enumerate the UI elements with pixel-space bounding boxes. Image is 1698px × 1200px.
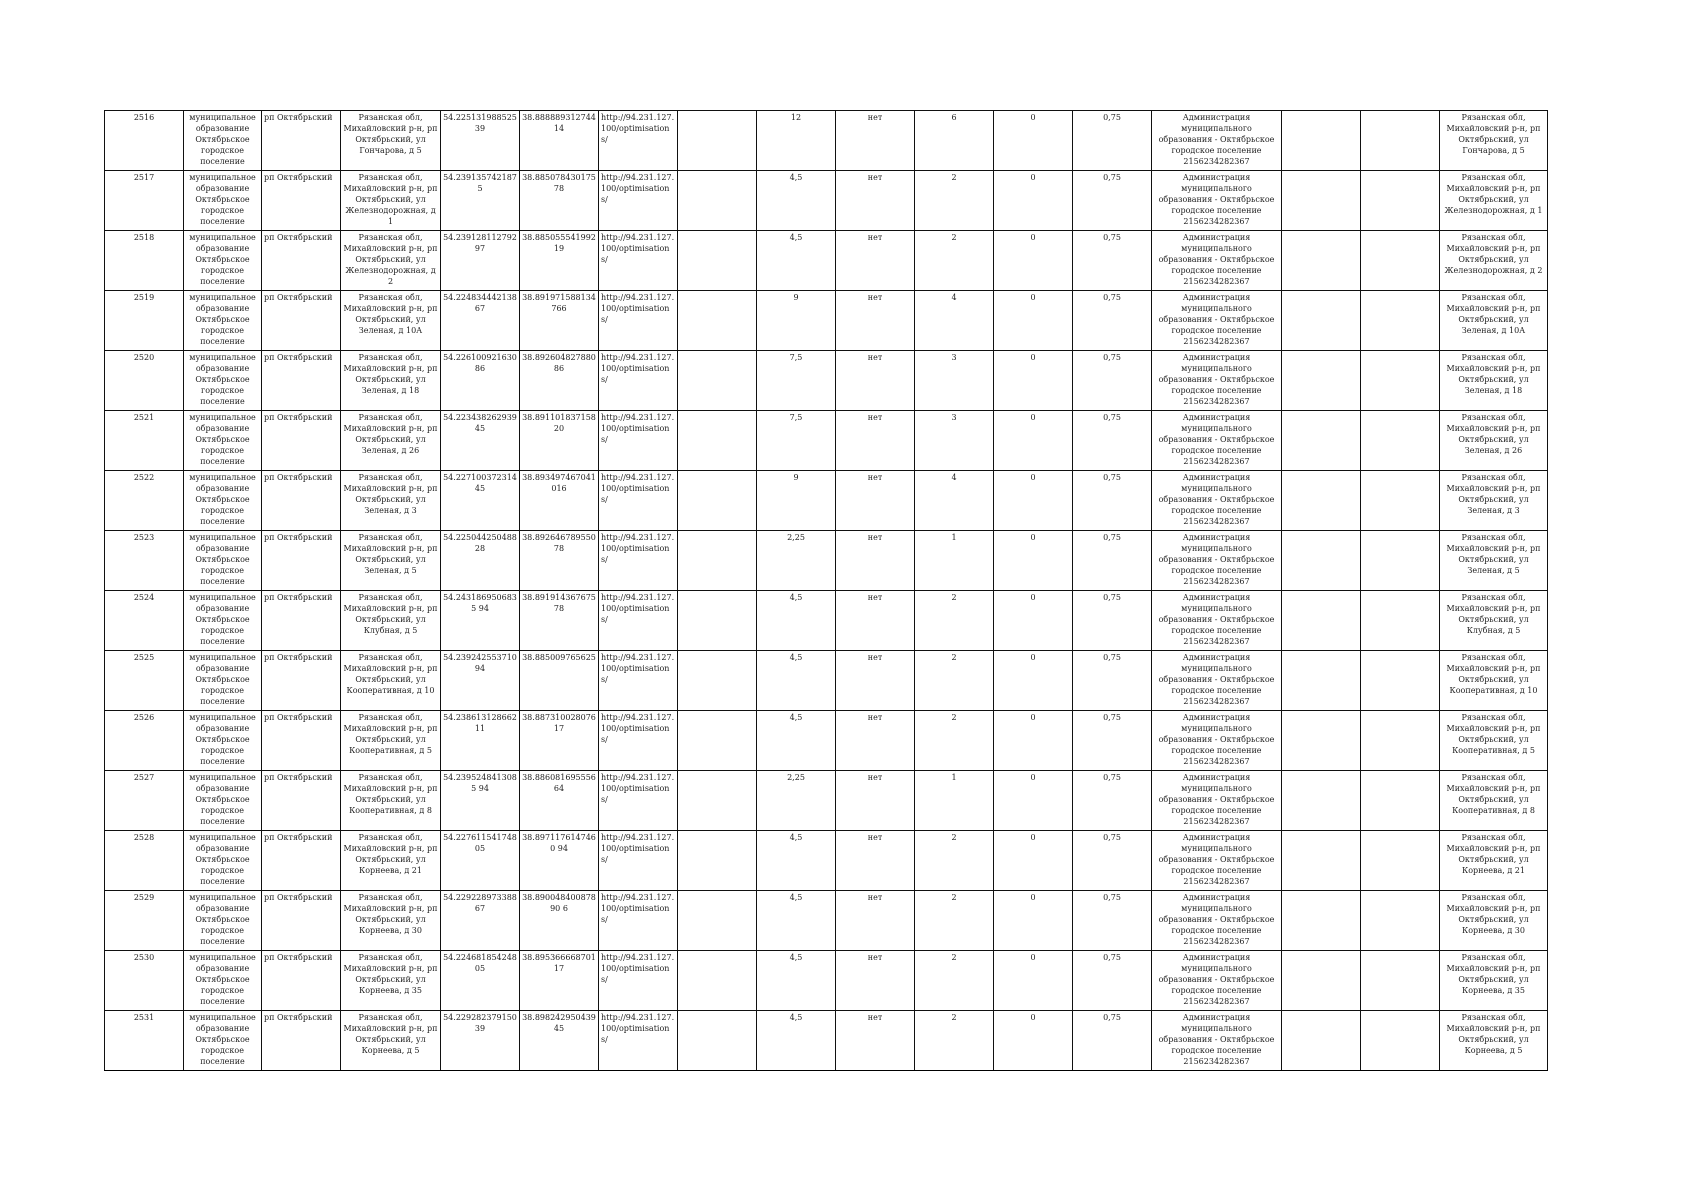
cell-longitude: 38.89004840087890 6 [520,891,599,951]
cell-longitude: 38.893497467041016 [520,471,599,531]
cell-cover: нет [836,1011,915,1071]
cell-empty [1361,1011,1440,1071]
cell-source: Рязанская обл, Михайловский р-н, рп Октябрьский, ул Кооперативная, д 5 [1440,711,1548,771]
cell-latitude: 54.22610092163086 [441,351,520,411]
cell-container-volume: 0,75 [1073,591,1152,651]
cell-volume: 12 [757,111,836,171]
cell-volume: 9 [757,291,836,351]
cell-latitude: 54.22710037231445 [441,471,520,531]
cell-empty [1361,291,1440,351]
cell-empty [1282,831,1361,891]
cell-volume: 4,5 [757,1011,836,1071]
cell-empty [678,651,757,711]
cell-address: Рязанская обл, Михайловский р-н, рп Октябрьский, ул Кооперативная, д 10 [341,651,441,711]
cell-address: Рязанская обл, Михайловский р-н, рп Октябрьский, ул Корнеева, д 21 [341,831,441,891]
table-row [105,831,1548,891]
cell-cover: нет [836,531,915,591]
cell-empty [678,171,757,231]
cell-longitude: 38.88507843017578 [520,171,599,231]
cell-owner: Администрация муниципального образования - Октябрьское городское поселение 2156234282367 [1152,291,1282,351]
table-row [105,1011,1548,1071]
cell-id: 2521 [105,411,184,471]
cell-empty [1361,231,1440,291]
cell-empty [678,291,757,351]
cell-id: 2516 [105,111,184,171]
cell-container-volume: 0,75 [1073,171,1152,231]
cell-longitude: 38.89110183715820 [520,411,599,471]
cell-container-count: 2 [915,1011,994,1071]
table-row [105,771,1548,831]
cell-municipality: муниципальное образование Октябрьское городское поселение [184,591,262,651]
cell-planned-count: 0 [994,711,1073,771]
cell-empty [1282,531,1361,591]
cell-settlement: рп Октябрьский [262,831,341,891]
cell-link: http://94.231.127.100/optimisations/ [599,951,678,1011]
cell-link: http://94.231.127.100/optimisations/ [599,111,678,171]
cell-empty [1361,351,1440,411]
cell-container-count: 4 [915,471,994,531]
cell-address: Рязанская обл, Михайловский р-н, рп Октябрьский, ул Гончарова, д 5 [341,111,441,171]
cell-empty [1361,891,1440,951]
cell-settlement: рп Октябрьский [262,171,341,231]
cell-cover: нет [836,231,915,291]
cell-volume: 4,5 [757,231,836,291]
cell-longitude: 38.89264678955078 [520,531,599,591]
table-row [105,471,1548,531]
cell-municipality: муниципальное образование Октябрьское городское поселение [184,1011,262,1071]
cell-link: http://94.231.127.100/optimisations/ [599,711,678,771]
cell-longitude: 38.88888931274414 [520,111,599,171]
cell-latitude: 54.22513198852539 [441,111,520,171]
cell-address: Рязанская обл, Михайловский р-н, рп Октябрьский, ул Зеленая, д 5 [341,531,441,591]
cell-empty [1282,351,1361,411]
cell-cover: нет [836,471,915,531]
cell-planned-count: 0 [994,411,1073,471]
cell-longitude: 38.891971588134766 [520,291,599,351]
cell-empty [1361,531,1440,591]
cell-source: Рязанская обл, Михайловский р-н, рп Октябрьский, ул Клубная, д 5 [1440,591,1548,651]
registry-body [105,111,1548,1071]
cell-owner: Администрация муниципального образования - Октябрьское городское поселение 2156234282367 [1152,711,1282,771]
cell-longitude: 38.89536666870117 [520,951,599,1011]
cell-settlement: рп Октябрьский [262,411,341,471]
cell-container-volume: 0,75 [1073,531,1152,591]
cell-address: Рязанская обл, Михайловский р-н, рп Октябрьский, ул Корнеева, д 5 [341,1011,441,1071]
cell-link: http://94.231.127.100/optimisations/ [599,891,678,951]
cell-empty [1282,891,1361,951]
cell-address: Рязанская обл, Михайловский р-н, рп Октябрьский, ул Кооперативная, д 8 [341,771,441,831]
cell-volume: 7,5 [757,351,836,411]
cell-empty [1361,411,1440,471]
cell-cover: нет [836,831,915,891]
cell-container-count: 2 [915,831,994,891]
table-row [105,891,1548,951]
cell-empty [1282,591,1361,651]
cell-container-volume: 0,75 [1073,471,1152,531]
cell-cover: нет [836,651,915,711]
cell-planned-count: 0 [994,471,1073,531]
cell-owner: Администрация муниципального образования - Октябрьское городское поселение 2156234282367 [1152,1011,1282,1071]
cell-planned-count: 0 [994,231,1073,291]
cell-source: Рязанская обл, Михайловский р-н, рп Октябрьский, ул Корнеева, д 30 [1440,891,1548,951]
cell-latitude: 54.22922897338867 [441,891,520,951]
cell-id: 2527 [105,771,184,831]
cell-empty [1361,171,1440,231]
cell-container-volume: 0,75 [1073,711,1152,771]
cell-empty [678,351,757,411]
cell-container-count: 2 [915,951,994,1011]
cell-id: 2529 [105,891,184,951]
cell-container-count: 3 [915,351,994,411]
cell-settlement: рп Октябрьский [262,351,341,411]
cell-volume: 4,5 [757,891,836,951]
cell-container-volume: 0,75 [1073,771,1152,831]
cell-container-count: 6 [915,111,994,171]
cell-id: 2519 [105,291,184,351]
cell-container-count: 2 [915,651,994,711]
cell-source: Рязанская обл, Михайловский р-н, рп Октябрьский, ул Зеленая, д 10А [1440,291,1548,351]
cell-municipality: муниципальное образование Октябрьское городское поселение [184,891,262,951]
cell-owner: Администрация муниципального образования - Октябрьское городское поселение 2156234282367 [1152,111,1282,171]
cell-owner: Администрация муниципального образования - Октябрьское городское поселение 2156234282367 [1152,231,1282,291]
cell-id: 2531 [105,1011,184,1071]
cell-municipality: муниципальное образование Октябрьское городское поселение [184,771,262,831]
cell-cover: нет [836,951,915,1011]
cell-source: Рязанская обл, Михайловский р-н, рп Октябрьский, ул Зеленая, д 5 [1440,531,1548,591]
cell-planned-count: 0 [994,771,1073,831]
cell-owner: Администрация муниципального образования - Октябрьское городское поселение 2156234282367 [1152,471,1282,531]
cell-id: 2520 [105,351,184,411]
cell-link: http://94.231.127.100/optimisations/ [599,531,678,591]
cell-container-count: 2 [915,171,994,231]
cell-longitude: 38.88608169555664 [520,771,599,831]
cell-settlement: рп Октябрьский [262,291,341,351]
cell-settlement: рп Октябрьский [262,591,341,651]
cell-container-volume: 0,75 [1073,351,1152,411]
cell-empty [1282,771,1361,831]
cell-planned-count: 0 [994,1011,1073,1071]
cell-id: 2518 [105,231,184,291]
cell-longitude: 38.89191436767578 [520,591,599,651]
cell-settlement: рп Октябрьский [262,471,341,531]
cell-empty [1282,1011,1361,1071]
cell-owner: Администрация муниципального образования - Октябрьское городское поселение 2156234282367 [1152,171,1282,231]
cell-volume: 7,5 [757,411,836,471]
cell-municipality: муниципальное образование Октябрьское городское поселение [184,171,262,231]
cell-empty [1282,651,1361,711]
cell-planned-count: 0 [994,531,1073,591]
cell-longitude: 38.885009765625 [520,651,599,711]
cell-cover: нет [836,351,915,411]
cell-empty [1282,471,1361,531]
cell-empty [678,1011,757,1071]
cell-empty [678,111,757,171]
cell-owner: Администрация муниципального образования - Октябрьское городское поселение 2156234282367 [1152,531,1282,591]
cell-longitude: 38.89260482788086 [520,351,599,411]
table-row [105,171,1548,231]
cell-empty [678,531,757,591]
cell-owner: Администрация муниципального образования - Октябрьское городское поселение 2156234282367 [1152,951,1282,1011]
cell-empty [678,591,757,651]
cell-address: Рязанская обл, Михайловский р-н, рп Октябрьский, ул Кооперативная, д 5 [341,711,441,771]
cell-planned-count: 0 [994,111,1073,171]
cell-address: Рязанская обл, Михайловский р-н, рп Октябрьский, ул Корнеева, д 30 [341,891,441,951]
table-row [105,591,1548,651]
cell-empty [678,951,757,1011]
cell-latitude: 54.22343826293945 [441,411,520,471]
cell-address: Рязанская обл, Михайловский р-н, рп Октябрьский, ул Железнодорожная, д 1 [341,171,441,231]
cell-empty [678,471,757,531]
cell-empty [1361,951,1440,1011]
cell-container-volume: 0,75 [1073,231,1152,291]
table-row [105,711,1548,771]
cell-empty [1282,411,1361,471]
cell-volume: 4,5 [757,831,836,891]
cell-id: 2522 [105,471,184,531]
table-row [105,531,1548,591]
cell-owner: Администрация муниципального образования - Октябрьское городское поселение 2156234282367 [1152,411,1282,471]
cell-cover: нет [836,771,915,831]
cell-container-volume: 0,75 [1073,1011,1152,1071]
cell-longitude: 38.8971176147460 94 [520,831,599,891]
cell-container-volume: 0,75 [1073,291,1152,351]
cell-planned-count: 0 [994,951,1073,1011]
cell-cover: нет [836,591,915,651]
cell-source: Рязанская обл, Михайловский р-н, рп Октябрьский, ул Железнодорожная, д 1 [1440,171,1548,231]
cell-source: Рязанская обл, Михайловский р-н, рп Октябрьский, ул Зеленая, д 3 [1440,471,1548,531]
cell-planned-count: 0 [994,291,1073,351]
cell-municipality: муниципальное образование Октябрьское городское поселение [184,111,262,171]
cell-empty [678,771,757,831]
cell-latitude: 54.23912811279297 [441,231,520,291]
table-row [105,651,1548,711]
cell-container-count: 2 [915,891,994,951]
cell-empty [1361,771,1440,831]
cell-volume: 2,25 [757,531,836,591]
cell-latitude: 54.22928237915039 [441,1011,520,1071]
cell-owner: Администрация муниципального образования - Октябрьское городское поселение 2156234282367 [1152,831,1282,891]
cell-address: Рязанская обл, Михайловский р-н, рп Октябрьский, ул Зеленая, д 26 [341,411,441,471]
cell-latitude: 54.2431869506835 94 [441,591,520,651]
cell-cover: нет [836,171,915,231]
cell-address: Рязанская обл, Михайловский р-н, рп Октябрьский, ул Зеленая, д 10А [341,291,441,351]
cell-planned-count: 0 [994,831,1073,891]
cell-planned-count: 0 [994,891,1073,951]
cell-volume: 4,5 [757,171,836,231]
cell-municipality: муниципальное образование Октябрьское городское поселение [184,951,262,1011]
cell-owner: Администрация муниципального образования - Октябрьское городское поселение 2156234282367 [1152,651,1282,711]
cell-volume: 9 [757,471,836,531]
cell-link: http://94.231.127.100/optimisations/ [599,651,678,711]
cell-municipality: муниципальное образование Октябрьское городское поселение [184,471,262,531]
cell-volume: 4,5 [757,591,836,651]
cell-municipality: муниципальное образование Октябрьское городское поселение [184,831,262,891]
cell-volume: 4,5 [757,711,836,771]
cell-latitude: 54.22468185424805 [441,951,520,1011]
cell-empty [1282,951,1361,1011]
cell-settlement: рп Октябрьский [262,891,341,951]
cell-source: Рязанская обл, Михайловский р-н, рп Октябрьский, ул Кооперативная, д 10 [1440,651,1548,711]
cell-volume: 4,5 [757,651,836,711]
cell-volume: 2,25 [757,771,836,831]
cell-longitude: 38.89824295043945 [520,1011,599,1071]
cell-settlement: рп Октябрьский [262,1011,341,1071]
cell-link: http://94.231.127.100/optimisations/ [599,351,678,411]
cell-owner: Администрация муниципального образования - Октябрьское городское поселение 2156234282367 [1152,591,1282,651]
cell-empty [1282,291,1361,351]
cell-municipality: муниципальное образование Октябрьское городское поселение [184,231,262,291]
cell-owner: Администрация муниципального образования - Октябрьское городское поселение 2156234282367 [1152,351,1282,411]
cell-empty [1361,711,1440,771]
cell-id: 2524 [105,591,184,651]
cell-latitude: 54.22761154174805 [441,831,520,891]
cell-empty [678,231,757,291]
cell-address: Рязанская обл, Михайловский р-н, рп Октябрьский, ул Корнеева, д 35 [341,951,441,1011]
cell-settlement: рп Октябрьский [262,771,341,831]
cell-cover: нет [836,111,915,171]
cell-settlement: рп Октябрьский [262,951,341,1011]
cell-settlement: рп Октябрьский [262,531,341,591]
table-row [105,351,1548,411]
table-row [105,231,1548,291]
cell-container-count: 1 [915,531,994,591]
cell-container-volume: 0,75 [1073,831,1152,891]
cell-link: http://94.231.127.100/optimisations/ [599,411,678,471]
cell-municipality: муниципальное образование Октябрьское городское поселение [184,291,262,351]
cell-source: Рязанская обл, Михайловский р-н, рп Октябрьский, ул Гончарова, д 5 [1440,111,1548,171]
cell-planned-count: 0 [994,351,1073,411]
cell-planned-count: 0 [994,651,1073,711]
cell-municipality: муниципальное образование Октябрьское городское поселение [184,651,262,711]
cell-empty [1282,231,1361,291]
cell-empty [678,411,757,471]
cell-container-count: 1 [915,771,994,831]
table-row [105,111,1548,171]
cell-container-count: 2 [915,231,994,291]
cell-volume: 4,5 [757,951,836,1011]
cell-empty [678,891,757,951]
cell-container-volume: 0,75 [1073,891,1152,951]
cell-empty [1361,651,1440,711]
registry-table [104,110,1548,1071]
cell-source: Рязанская обл, Михайловский р-н, рп Октябрьский, ул Корнеева, д 35 [1440,951,1548,1011]
cell-address: Рязанская обл, Михайловский р-н, рп Октябрьский, ул Клубная, д 5 [341,591,441,651]
cell-cover: нет [836,291,915,351]
cell-longitude: 38.88731002807617 [520,711,599,771]
cell-link: http://94.231.127.100/optimisations/ [599,771,678,831]
cell-settlement: рп Октябрьский [262,651,341,711]
cell-link: http://94.231.127.100/optimisations/ [599,171,678,231]
cell-empty [678,831,757,891]
cell-latitude: 54.22483444213867 [441,291,520,351]
cell-link: http://94.231.127.100/optimisations/ [599,591,678,651]
cell-link: http://94.231.127.100/optimisations/ [599,1011,678,1071]
cell-link: http://94.231.127.100/optimisations/ [599,471,678,531]
cell-container-count: 2 [915,711,994,771]
cell-empty [1282,711,1361,771]
cell-link: http://94.231.127.100/optimisations/ [599,291,678,351]
cell-address: Рязанская обл, Михайловский р-н, рп Октябрьский, ул Зеленая, д 3 [341,471,441,531]
cell-source: Рязанская обл, Михайловский р-н, рп Октябрьский, ул Кооперативная, д 8 [1440,771,1548,831]
cell-container-count: 3 [915,411,994,471]
table-row [105,951,1548,1011]
cell-source: Рязанская обл, Михайловский р-н, рп Октябрьский, ул Корнеева, д 21 [1440,831,1548,891]
cell-cover: нет [836,891,915,951]
cell-source: Рязанская обл, Михайловский р-н, рп Октябрьский, ул Зеленая, д 18 [1440,351,1548,411]
cell-container-volume: 0,75 [1073,951,1152,1011]
cell-municipality: муниципальное образование Октябрьское городское поселение [184,411,262,471]
cell-container-count: 4 [915,291,994,351]
table-row [105,291,1548,351]
cell-container-volume: 0,75 [1073,111,1152,171]
cell-empty [1361,591,1440,651]
cell-empty [1361,471,1440,531]
cell-settlement: рп Октябрьский [262,111,341,171]
cell-empty [1282,111,1361,171]
cell-empty [1361,111,1440,171]
cell-address: Рязанская обл, Михайловский р-н, рп Октябрьский, ул Зеленая, д 18 [341,351,441,411]
cell-municipality: муниципальное образование Октябрьское городское поселение [184,351,262,411]
cell-municipality: муниципальное образование Октябрьское городское поселение [184,531,262,591]
cell-container-volume: 0,75 [1073,411,1152,471]
cell-id: 2530 [105,951,184,1011]
cell-id: 2525 [105,651,184,711]
cell-container-count: 2 [915,591,994,651]
cell-latitude: 54.23861312866211 [441,711,520,771]
cell-owner: Администрация муниципального образования - Октябрьское городское поселение 2156234282367 [1152,771,1282,831]
cell-latitude: 54.22504425048828 [441,531,520,591]
cell-empty [1361,831,1440,891]
cell-source: Рязанская обл, Михайловский р-н, рп Октябрьский, ул Железнодорожная, д 2 [1440,231,1548,291]
cell-id: 2523 [105,531,184,591]
cell-id: 2517 [105,171,184,231]
cell-link: http://94.231.127.100/optimisations/ [599,231,678,291]
cell-planned-count: 0 [994,171,1073,231]
cell-owner: Администрация муниципального образования - Октябрьское городское поселение 2156234282367 [1152,891,1282,951]
cell-source: Рязанская обл, Михайловский р-н, рп Октябрьский, ул Зеленая, д 26 [1440,411,1548,471]
cell-longitude: 38.88505554199219 [520,231,599,291]
cell-settlement: рп Октябрьский [262,711,341,771]
cell-planned-count: 0 [994,591,1073,651]
cell-empty [1282,171,1361,231]
cell-address: Рязанская обл, Михайловский р-н, рп Октябрьский, ул Железнодорожная, д 2 [341,231,441,291]
cell-municipality: муниципальное образование Октябрьское городское поселение [184,711,262,771]
cell-settlement: рп Октябрьский [262,231,341,291]
cell-empty [678,711,757,771]
cell-latitude: 54.2391357421875 [441,171,520,231]
cell-container-volume: 0,75 [1073,651,1152,711]
cell-latitude: 54.23924255371094 [441,651,520,711]
cell-cover: нет [836,711,915,771]
cell-link: http://94.231.127.100/optimisations/ [599,831,678,891]
cell-id: 2526 [105,711,184,771]
cell-cover: нет [836,411,915,471]
cell-latitude: 54.2395248413085 94 [441,771,520,831]
cell-source: Рязанская обл, Михайловский р-н, рп Октябрьский, ул Корнеева, д 5 [1440,1011,1548,1071]
table-row [105,411,1548,471]
cell-id: 2528 [105,831,184,891]
